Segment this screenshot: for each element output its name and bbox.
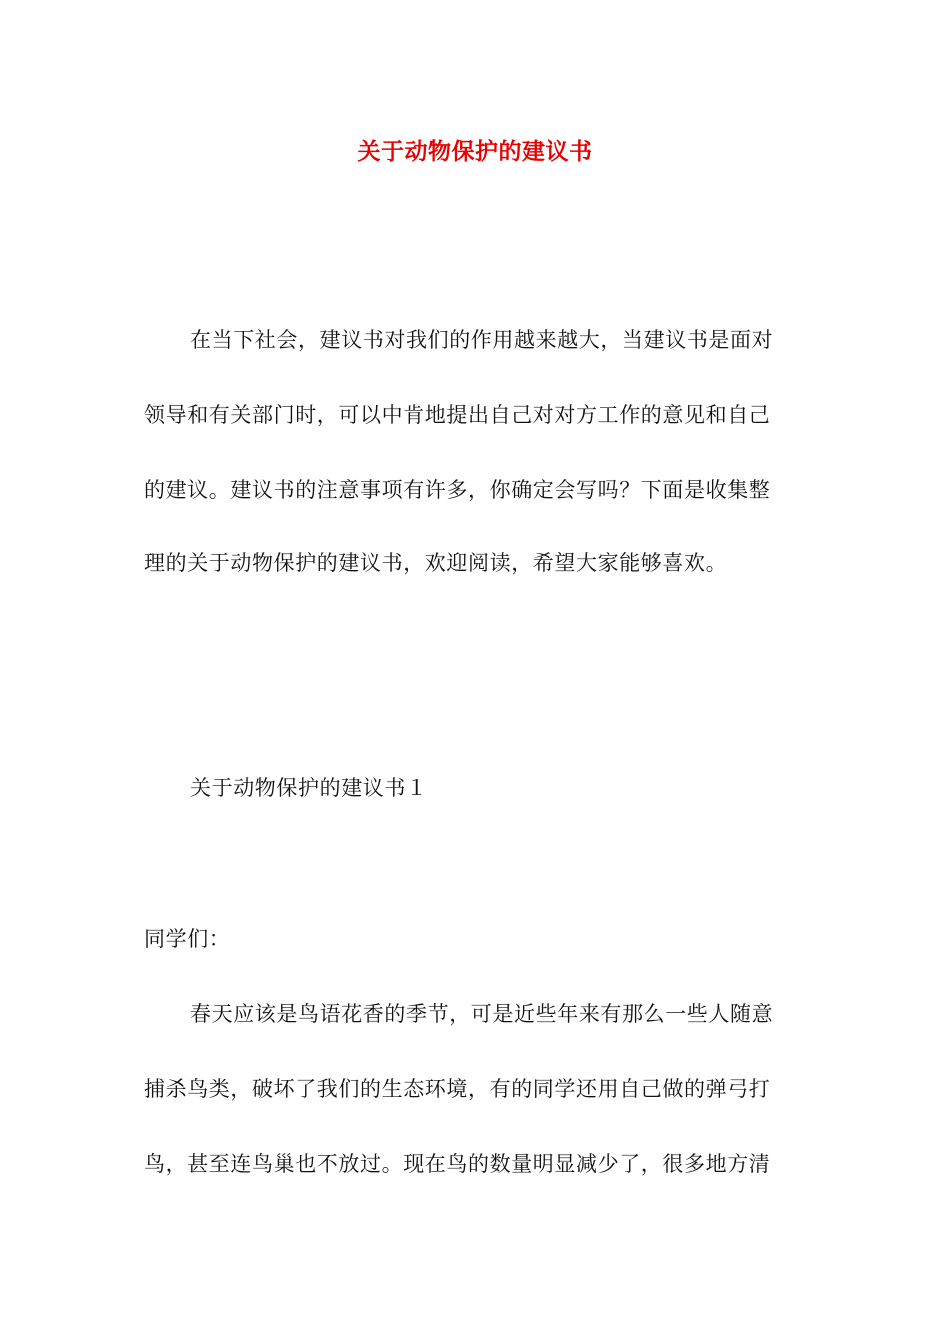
body-line: 鸟，甚至连鸟巢也不放过。现在鸟的数量明显减少了，很多地方清	[144, 1152, 771, 1176]
salutation: 同学们：	[144, 927, 231, 951]
intro-line: 领导和有关部门时，可以中肯地提出自己对对方工作的意见和自己	[144, 403, 771, 427]
intro-line: 在当下社会，建议书对我们的作用越来越大，当建议书是面对	[190, 328, 774, 352]
section-heading: 关于动物保护的建议书１	[190, 776, 428, 800]
intro-line: 理的关于动物保护的建议书，欢迎阅读，希望大家能够喜欢。	[144, 551, 728, 575]
body-line: 捕杀鸟类，破坏了我们的生态环境，有的同学还用自己做的弹弓打	[144, 1077, 771, 1101]
intro-line: 的建议。建议书的注意事项有许多，你确定会写吗？下面是收集整	[144, 478, 771, 502]
body-line: 春天应该是鸟语花香的季节，可是近些年来有那么一些人随意	[190, 1002, 774, 1026]
document-title: 关于动物保护的建议书	[357, 138, 593, 165]
